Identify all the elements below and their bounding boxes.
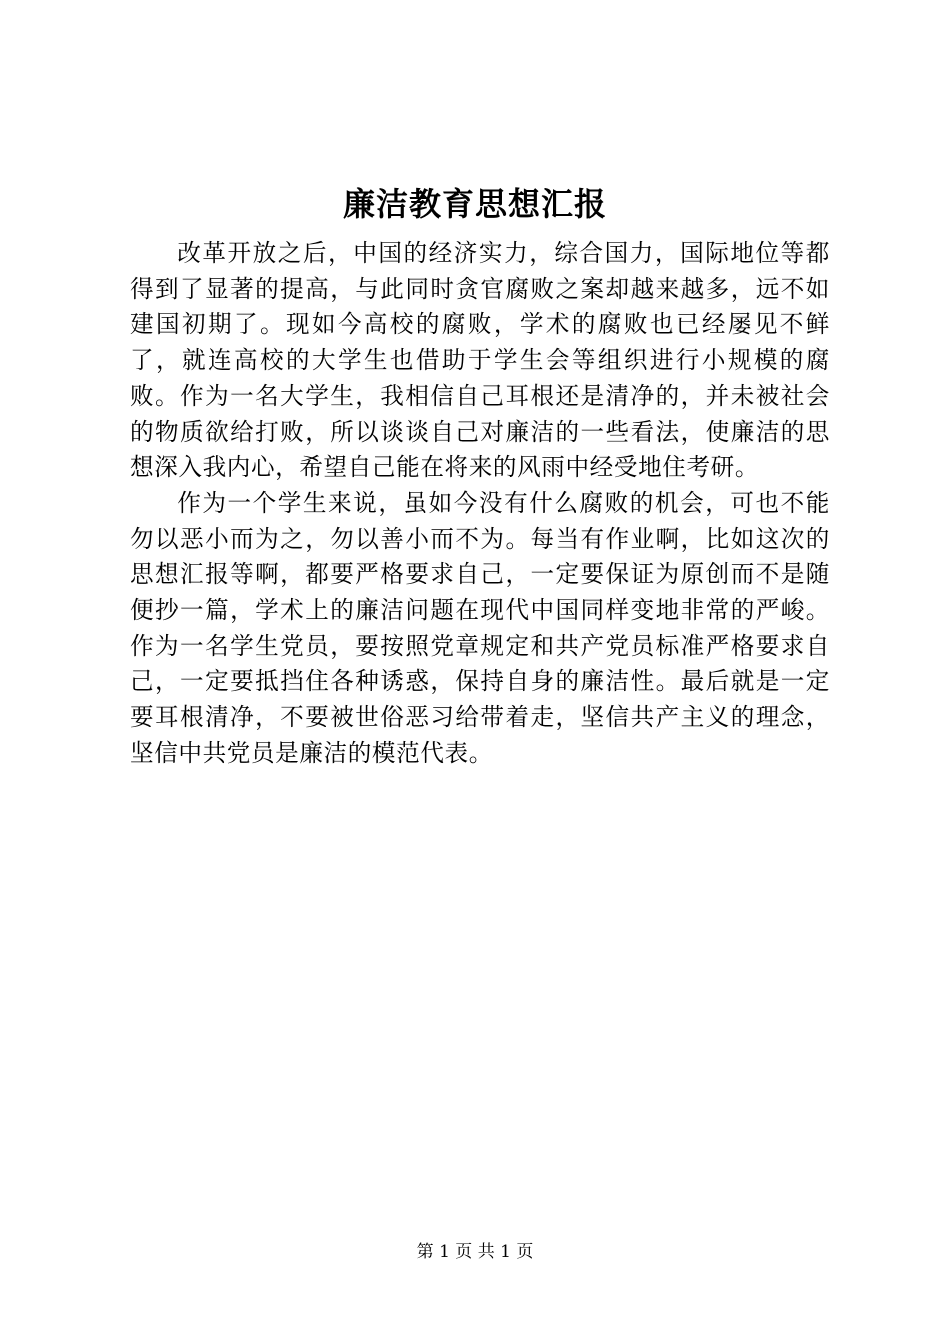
body-paragraph: 作为一个学生来说，虽如今没有什么腐败的机会，可也不能勿以恶小而为之，勿以善小而不为。每当有作业啊，比如这次的思想汇报等啊，都要严格要求自己，一定要保证为原创而不是随便抄一篇，学术上的廉洁问题在现代中国同样变地非常的严峻。作为一名学生党员，要按照党章规定和共产党员标准严格要求自己，一定要抵挡住各种诱惑，保持自身的廉洁性。最后就是一定要耳根清净，不要被世俗恶习给带着走，坚信共产主义的理念，坚信中共党员是廉洁的模范代表。 xyxy=(130,488,830,767)
document-title: 廉洁教育思想汇报 xyxy=(342,185,607,223)
page-footer: 第 1 页 共 1 页 xyxy=(416,1242,534,1262)
document-body xyxy=(130,236,830,772)
body-paragraph: 改革开放之后，中国的经济实力，综合国力，国际地位等都得到了显著的提高，与此同时贪官腐败之案却越来越多，远不如建国初期了。现如今高校的腐败，学术的腐败也已经屡见不鲜了，就连高校的大学生也借助于学生会等组织进行小规模的腐败。作为一名大学生，我相信自己耳根还是清净的，并未被社会的物质欲给打败，所以谈谈自己对廉洁的一些看法，使廉洁的思想深入我内心，希望自己能在将来的风雨中经受地住考研。 xyxy=(130,239,830,482)
